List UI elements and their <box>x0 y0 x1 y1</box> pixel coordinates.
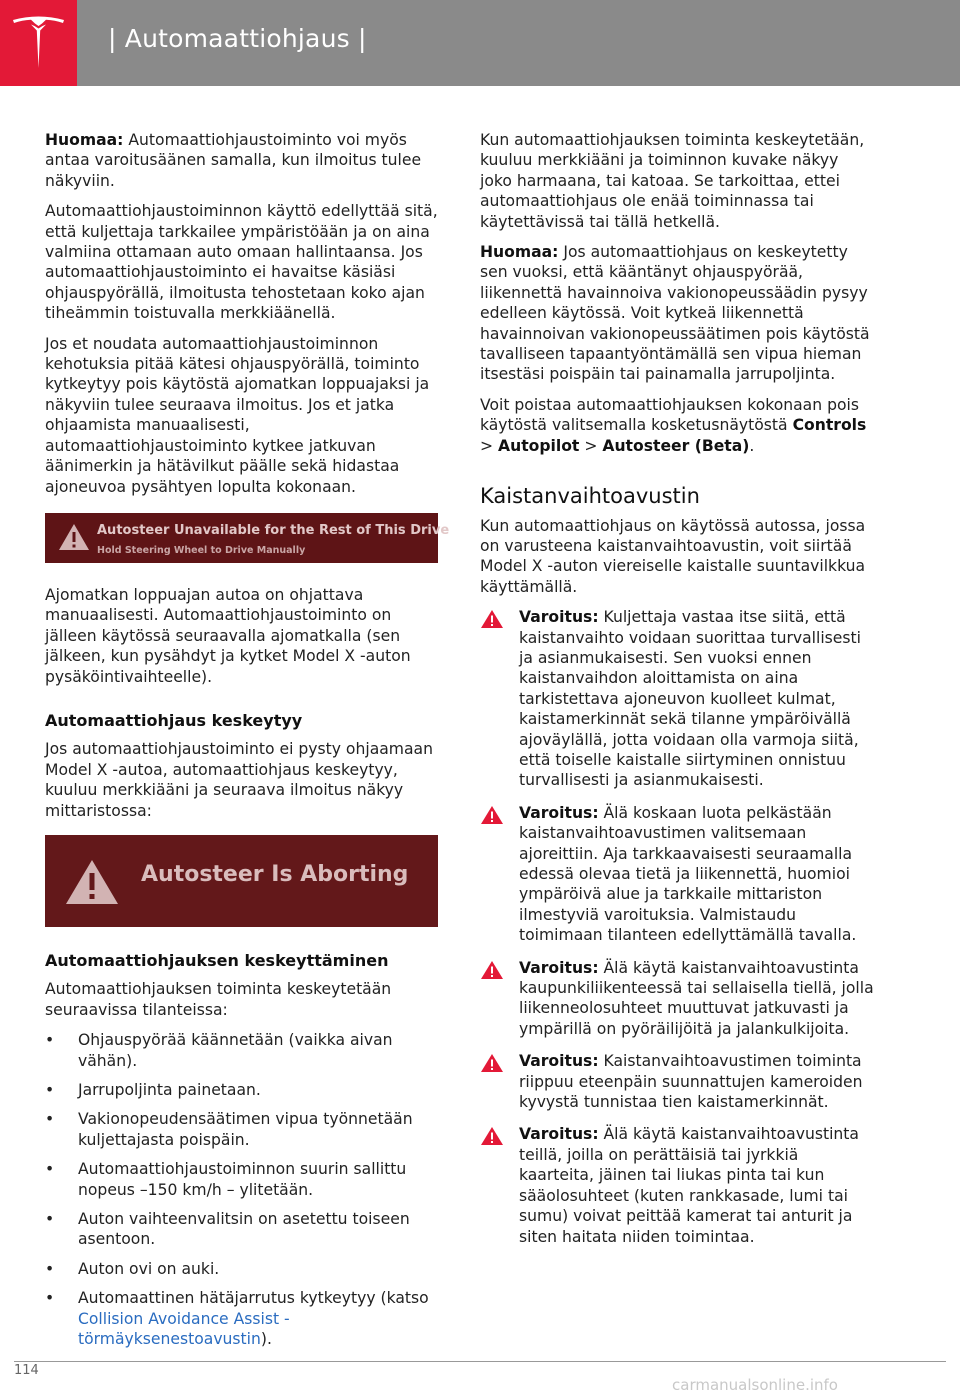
list-item-text: ). <box>260 1330 272 1349</box>
page-title: | Automaattiohjaus | <box>108 24 367 53</box>
warning-text: Älä koskaan luota pelkästään kaistanvaihtoavustimen valitsemaan ajoreittiin. Aja tarkkaavaisesti seuraamalla edessä olevaa tietä ja liikennettä, huomioi ympäröivä alue ja tarkkaile mittariston ilmestyviä varoituksia. Valmistaudu toimimaan tilanteen edellyttämällä tavalla. <box>519 803 857 945</box>
watermark: carmanualsonline.info <box>672 1376 838 1394</box>
warning-triangle-icon <box>57 522 91 552</box>
list-item <box>45 1209 440 1250</box>
bullet-glyph: • <box>45 1210 55 1229</box>
warning-text: Kaistanvaihtoavustimen toiminta riippuu eteenpäin suunnattujen kameroiden kyvystä tunnistaa tien kaistamerkinnät. <box>519 1052 863 1112</box>
list-item <box>45 1030 440 1071</box>
warning-block <box>480 607 875 791</box>
alert-title: Autosteer Unavailable for the Rest of This Drive <box>97 522 450 538</box>
bullet-glyph: • <box>45 1160 55 1179</box>
autosteer-unavailable-alert <box>45 513 450 563</box>
menu-separator: > <box>579 436 603 455</box>
paragraph <box>480 395 875 456</box>
bullet-glyph: • <box>45 1031 55 1050</box>
warning-text: Kuljettaja vastaa itse siitä, että kaistanvaihto voidaan suorittaa turvallisesti ja asianmukaisesti. Sen vuoksi ennen kaistanvaihdon aloittamista on aina tarkistettava ajoneuvon kuolleet kulmat, kaistamerkinnät sekä tilanne ympäröivällä ajoväylällä, jotta voidaan olla varmoja siitä, että toiselle kaistalle siirtyminen onnistuu turvallisesti ja asianmukaisesti. <box>519 608 861 790</box>
warning-block <box>480 1051 875 1112</box>
warning-icon <box>480 1053 504 1073</box>
list-item <box>45 1288 440 1349</box>
list-item-text: Vakionopeudensäätimen vipua työnnetään kuljettajasta poispäin. <box>78 1110 413 1149</box>
paragraph: Automaattiohjauksen toiminta keskeytetään seuraavissa tilanteissa: <box>45 980 392 1019</box>
list-item-text: Auton ovi on auki. <box>78 1259 220 1278</box>
warning-icon <box>480 1126 504 1146</box>
note-paragraph <box>45 130 440 191</box>
note-label: Huomaa: <box>480 243 559 262</box>
autosteer-aborting-alert <box>45 835 438 927</box>
note-text: Automaattiohjaustoiminto voi myös antaa varoitusäänen samalla, kun ilmoitus tulee näkyviin. <box>45 131 422 190</box>
warning-icon <box>480 805 504 825</box>
list-item <box>45 1159 440 1200</box>
note-label: Huomaa: <box>45 131 124 149</box>
note-text: Jos automaattiohjaus on keskeytetty sen vuoksi, että kääntänyt ohjauspyörää, liikennettä havainnoiva vakionopeussäädin pysyy edelleen käytössä. Voit kytkeä liikennettä havainnoivan vakionopeussäätimen pois käytöstä tavalliseen tapaantyöntämällä sen vipua hieman itsestäsi poispäin tai painamalla jarrupoljinta. <box>480 243 870 384</box>
bullet-glyph: • <box>45 1081 55 1099</box>
warning-label: Varoitus: <box>519 958 599 977</box>
section-heading: Automaattiohjaus keskeytyy <box>45 710 303 730</box>
tesla-logo-box <box>0 0 77 86</box>
list-item-text: Jarrupoljinta painetaan. <box>78 1081 261 1099</box>
tesla-logo-icon <box>10 14 67 70</box>
warning-block <box>480 958 875 1040</box>
alert-title: Autosteer Is Aborting <box>141 861 409 887</box>
list-item <box>45 1080 440 1100</box>
note-paragraph <box>480 242 875 385</box>
bullet-glyph: • <box>45 1110 55 1129</box>
list-item-text: Automaattinen hätäjarrutus kytkeytyy (katso <box>78 1289 429 1308</box>
warning-block <box>480 803 875 946</box>
collision-avoidance-link[interactable]: Collision Avoidance Assist - törmäyksenestoavustin <box>78 1309 290 1349</box>
paragraph: Jos automaattiohjaustoiminto ei pysty ohjaamaan Model X -autoa, automaattiohjaus keskeytyy, kuuluu merkkiääni ja seuraava ilmoitus näkyy mittaristossa: <box>45 740 433 820</box>
warning-text: Älä käytä kaistanvaihtoavustinta teillä, joilla on perättäisiä tai jyrkkiä kaarteita, jäinen tai liukas pinta tai kun sääolosuhteet (kuten rankkasade, lumi tai sumu) voivat peittää kamerat tai anturit ja siten haitata niiden toimintaa. <box>519 1125 859 1246</box>
paragraph: Ajomatkan loppuajan autoa on ohjattava manuaalisesti. Automaattiohjaustoiminto on jälleen käytössä seuraavalla ajomatkalla (sen jälkeen, kun pysähdyt ja kytket Model X -auton pysäköintivaihteelle). <box>45 585 411 686</box>
bullet-glyph: • <box>45 1259 55 1278</box>
warning-icon <box>480 960 504 980</box>
warning-label: Varoitus: <box>519 608 599 627</box>
list-item-text: Auton vaihteenvalitsin on asetettu toiseen asentoon. <box>78 1210 410 1249</box>
alert-subtitle: Hold Steering Wheel to Drive Manually <box>97 544 306 556</box>
paragraph: Jos et noudata automaattiohjaustoiminnon kehotuksia pitää kätesi ohjauspyörällä, toiminto kytkeytyy pois käytöstä ajomatkan loppuajaksi ja näkyviin tulee seuraava ilmoitus. Jos et jatka ohjaamista manuaalisesti, automaattiohjaustoiminto kytkee jatkuvan äänimerkin ja hätävilkut päälle sekä hidastaa ajoneuvoa pysähtyen lopulta kokonaan. <box>45 334 430 496</box>
list-item <box>45 1259 440 1279</box>
warning-triangle-icon <box>63 857 121 907</box>
warning-text: Älä käytä kaistanvaihtoavustinta kaupunkiliikenteessä tai sellaisella tiellä, jolla liikenneolosuhteet muuttuvat jatkuvasti ja ympärillä on pyöräilijöitä ja jalankulkijoita. <box>519 958 874 1038</box>
menu-controls: Controls <box>792 416 867 435</box>
paragraph: Automaattiohjaustoiminnon käyttö edellyttää sitä, että kuljettaja tarkkailee ympäristöään ja on aina valmiina ottamaan auto omaan hallintaansa. Jos automaattiohjaustoiminto ei havaitse käsiäsi ohjauspyörällä, ilmoitusta tehostetaan koko ajan tiheämmin toistuvalla merkkiäänellä. <box>45 202 438 323</box>
list-item <box>45 1109 440 1150</box>
footer-divider <box>14 1361 946 1362</box>
menu-autopilot: Autopilot <box>498 436 580 455</box>
section-title: Kaistanvaihtoavustin <box>480 484 700 509</box>
left-column <box>45 130 450 1358</box>
page-number: 114 <box>14 1363 39 1378</box>
page-header <box>0 0 960 86</box>
warning-label: Varoitus: <box>519 1052 599 1071</box>
bullet-list <box>45 1030 440 1349</box>
warning-block <box>480 1124 875 1246</box>
list-item-text: Ohjauspyörää käännetään (vaikka aivan vähän). <box>78 1031 393 1070</box>
warning-icon <box>480 609 504 629</box>
warning-label: Varoitus: <box>519 1125 599 1144</box>
paragraph-text: . <box>749 436 755 455</box>
right-column <box>480 130 875 1259</box>
section-heading: Automaattiohjauksen keskeyttäminen <box>45 950 389 970</box>
paragraph: Kun automaattiohjauksen toiminta keskeytetään, kuuluu merkkiääni ja toiminnon kuvake näkyy joko harmaana, tai katoaa. Se tarkoittaa, ettei automaattiohjaus ole enää toiminnassa tai käytettävissä tai tällä hetkellä. <box>480 131 865 231</box>
list-item-text: Automaattiohjaustoiminnon suurin sallittu nopeus –150 km/h – ylitetään. <box>78 1160 407 1199</box>
warning-label: Varoitus: <box>519 803 599 822</box>
menu-separator: > <box>480 436 499 455</box>
paragraph-text: Voit poistaa automaattiohjauksen kokonaan pois käytöstä valitsemalla kosketusnäytöstä <box>480 395 859 435</box>
menu-autosteer-beta: Autosteer (Beta) <box>602 436 750 455</box>
paragraph: Kun automaattiohjaus on käytössä autossa, jossa on varusteena kaistanvaihtoavustin, voit siirtää Model X -auton viereiselle kaistalle suuntavilkkua käyttämällä. <box>480 516 866 596</box>
bullet-glyph: • <box>45 1289 55 1308</box>
